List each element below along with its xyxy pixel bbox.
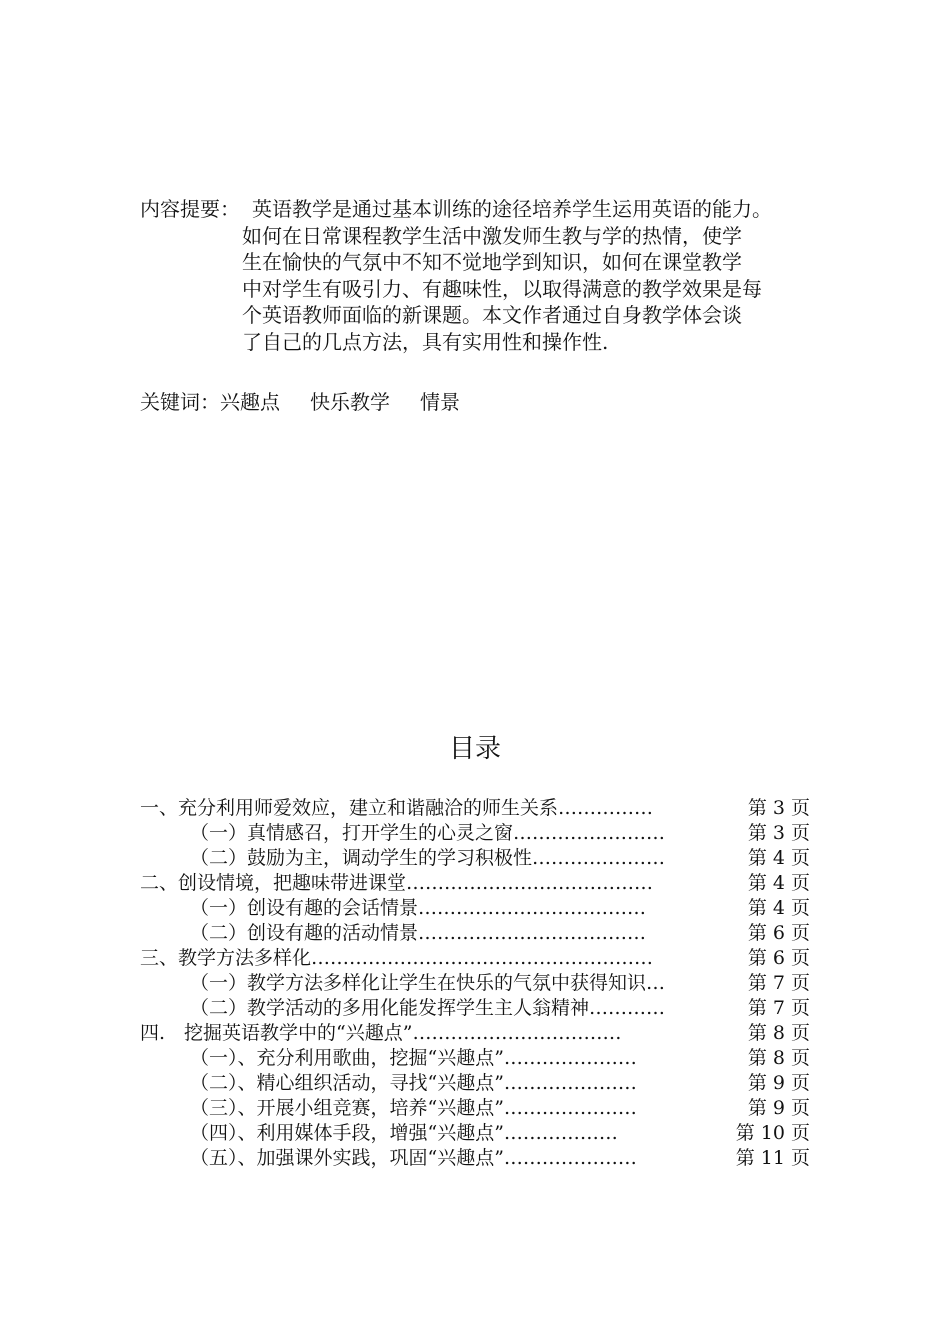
toc-entry-text: （三）、开展小组竞赛，培养“兴趣点”………………… (190, 1097, 637, 1119)
toc-entry-text: 二、创设情境，把趣味带进课堂………………………………… (140, 872, 654, 894)
toc-entry[interactable] (140, 1046, 810, 1071)
toc-entry-page: 第 8 页 (747, 1022, 810, 1044)
toc-entry-page: 第 4 页 (747, 872, 810, 894)
toc-entry[interactable] (140, 796, 810, 821)
toc-entry[interactable] (140, 846, 810, 871)
toc-entry[interactable] (140, 996, 810, 1021)
toc-entry-page: 第 3 页 (747, 797, 810, 819)
abstract-line: 个英语教师面临的新课题。本文作者通过自身教学体会谈 (242, 303, 742, 327)
abstract-line: 生在愉快的气氛中不知不觉地学到知识，如何在课堂教学 (242, 250, 742, 274)
toc-entry-page: 第 4 页 (747, 897, 810, 919)
toc-entry-text: （五）、加强课外实践，巩固“兴趣点”………………… (190, 1147, 637, 1169)
toc-entry[interactable] (140, 896, 810, 921)
toc-entry-page: 第 10 页 (735, 1122, 810, 1144)
toc-entry[interactable] (140, 1096, 810, 1121)
toc-entry-text: （一）真情感召，打开学生的心灵之窗…………………… (190, 822, 666, 844)
abstract-label: 内容提要： (140, 197, 240, 221)
toc-entry[interactable] (140, 821, 810, 846)
toc-entry-text: （二）、精心组织活动，寻找“兴趣点”………………… (190, 1072, 637, 1094)
toc-entry-page: 第 8 页 (747, 1047, 810, 1069)
toc-entry-text: （二）教学活动的多用化能发挥学生主人翁精神………… (190, 997, 666, 1019)
toc-entry[interactable] (140, 1071, 810, 1096)
toc-entry-text: 三、教学方法多样化……………………………………………… (140, 947, 654, 969)
toc-entry-text: （四）、利用媒体手段，增强“兴趣点”……………… (190, 1122, 618, 1144)
toc-entry-page: 第 7 页 (747, 997, 810, 1019)
toc-entry-text: 四. 挖掘英语教学中的“兴趣点”…………………………… (140, 1022, 622, 1044)
toc-entry-text: （二）创设有趣的活动情景……………………………… (190, 922, 647, 944)
toc-entry-page: 第 7 页 (747, 972, 810, 994)
toc-entry-page: 第 6 页 (747, 947, 810, 969)
toc-entry[interactable] (140, 1121, 810, 1146)
toc-entry-text: （一）教学方法多样化让学生在快乐的气氛中获得知识… (190, 972, 666, 994)
toc-entry[interactable] (140, 1021, 810, 1046)
table-of-contents (140, 796, 810, 1171)
toc-entry[interactable] (140, 1146, 810, 1171)
toc-entry-text: （一）创设有趣的会话情景……………………………… (190, 897, 647, 919)
toc-entry-text: （一）、充分利用歌曲，挖掘“兴趣点”………………… (190, 1047, 637, 1069)
toc-entry[interactable] (140, 871, 810, 896)
abstract-line: 英语教学是通过基本训练的途径培养学生运用英语的能力。 (252, 197, 772, 221)
abstract-line: 中对学生有吸引力、有趣味性，以取得满意的教学效果是每 (242, 276, 762, 301)
keyword: 快乐教学 (310, 390, 390, 414)
toc-entry-page: 第 4 页 (747, 847, 810, 869)
toc-entry-page: 第 6 页 (747, 922, 810, 944)
toc-entry[interactable] (140, 946, 810, 971)
toc-entry-text: （二）鼓励为主，调动学生的学习积极性………………… (190, 847, 666, 869)
toc-entry[interactable] (140, 971, 810, 996)
keyword: 情景 (420, 390, 460, 414)
keyword: 兴趣点 (220, 390, 280, 414)
toc-entry-text: 一、充分利用师爱效应，建立和谐融洽的师生关系…………… (140, 797, 654, 819)
toc-title: 目录 (448, 734, 501, 764)
keywords-label: 关键词： (140, 390, 220, 414)
toc-entry-page: 第 9 页 (747, 1097, 810, 1119)
toc-entry[interactable] (140, 921, 810, 946)
toc-entry-page: 第 9 页 (747, 1072, 810, 1094)
keywords (140, 386, 490, 415)
toc-entry-page: 第 11 页 (735, 1147, 810, 1169)
toc-entry-page: 第 3 页 (747, 822, 810, 844)
abstract-line: 如何在日常课程教学生活中激发师生教与学的热情，使学 (242, 223, 742, 248)
abstract-line: 了自己的几点方法，具有实用性和操作性. (242, 329, 609, 354)
